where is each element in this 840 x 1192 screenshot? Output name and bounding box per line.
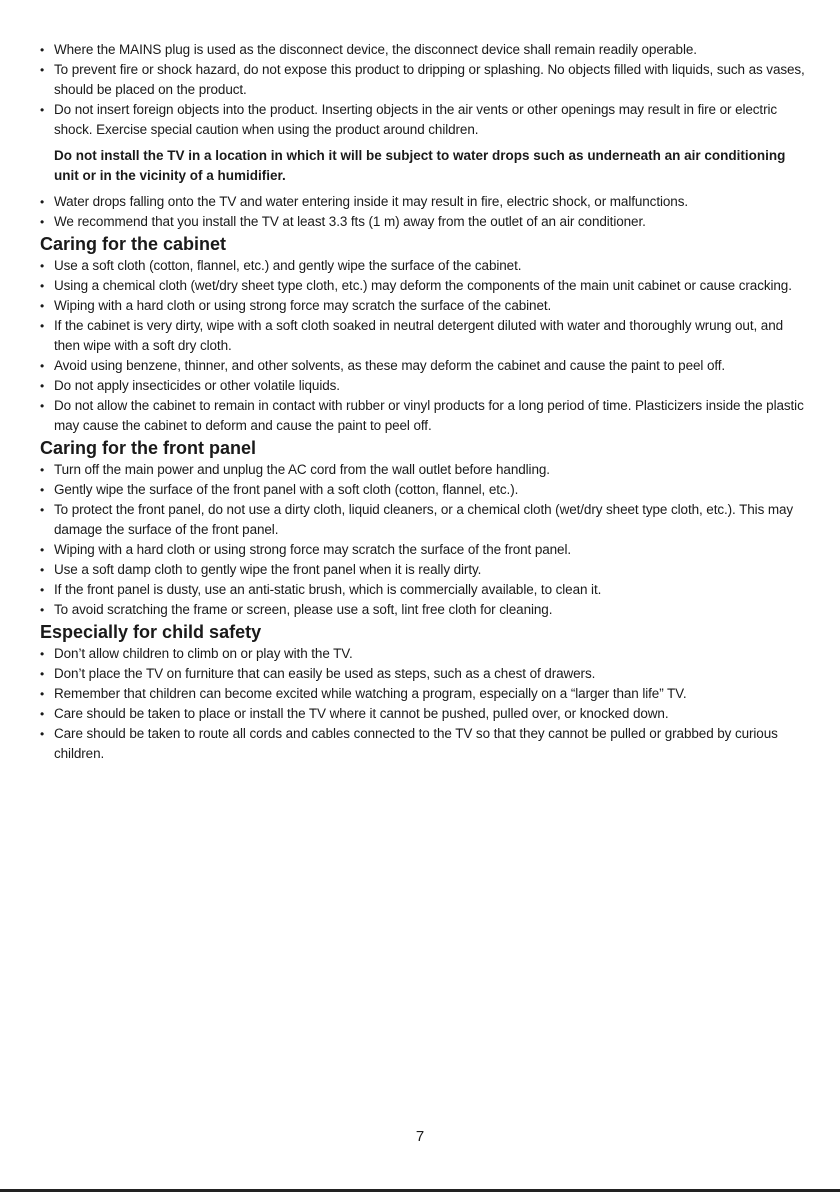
intro-bullet-list-a bbox=[40, 40, 810, 140]
list-item: • Don’t allow children to climb on or play with the TV. bbox=[40, 644, 810, 664]
page-number: 7 bbox=[415, 1128, 425, 1145]
front-panel-bullet-list bbox=[40, 460, 810, 620]
list-item: • Using a chemical cloth (wet/dry sheet type cloth, etc.) may deform the components of the main unit cabinet or cause cracking. bbox=[40, 276, 810, 296]
list-item: • To prevent fire or shock hazard, do not expose this product to dripping or splashing. No objects filled with liquids, such as vases, should be placed on the product. bbox=[40, 60, 810, 100]
list-item: • Avoid using benzene, thinner, and other solvents, as these may deform the cabinet and cause the paint to peel off. bbox=[40, 356, 810, 376]
list-item: • Care should be taken to route all cords and cables connected to the TV so that they cannot be pulled or grabbed by curious children. bbox=[40, 724, 810, 764]
list-item: • If the front panel is dusty, use an anti-static brush, which is commercially available, to clean it. bbox=[40, 580, 810, 600]
front-panel-section-heading: Caring for the front panel bbox=[40, 438, 256, 458]
list-item: • To protect the front panel, do not use a dirty cloth, liquid cleaners, or a chemical cloth (wet/dry sheet type cloth, etc.). This may damage the surface of the front panel. bbox=[40, 500, 810, 540]
list-item: • Do not insert foreign objects into the product. Inserting objects in the air vents or other openings may result in fire or electric shock. Exercise special caution when using the product around children. bbox=[40, 100, 810, 140]
list-item: • Do not apply insecticides or other volatile liquids. bbox=[40, 376, 810, 396]
list-item: • Care should be taken to place or install the TV where it cannot be pushed, pulled over, or knocked down. bbox=[40, 704, 810, 724]
child-safety-section-heading: Especially for child safety bbox=[40, 622, 262, 642]
list-item: • To avoid scratching the frame or screen, please use a soft, lint free cloth for cleaning. bbox=[40, 600, 810, 620]
list-item: • Where the MAINS plug is used as the disconnect device, the disconnect device shall remain readily operable. bbox=[40, 40, 810, 60]
list-item: • Use a soft damp cloth to gently wipe the front panel when it is really dirty. bbox=[40, 560, 810, 580]
list-item: • Water drops falling onto the TV and water entering inside it may result in fire, electric shock, or malfunctions. bbox=[40, 192, 810, 212]
cabinet-bullet-list bbox=[40, 256, 810, 436]
list-item: • If the cabinet is very dirty, wipe with a soft cloth soaked in neutral detergent diluted with water and thoroughly wrung out, and then wipe with a soft dry cloth. bbox=[40, 316, 810, 356]
list-item: • Turn off the main power and unplug the AC cord from the wall outlet before handling. bbox=[40, 460, 810, 480]
list-item: • Don’t place the TV on furniture that can easily be used as steps, such as a chest of drawers. bbox=[40, 664, 810, 684]
page-content bbox=[40, 40, 810, 764]
child-safety-bullet-list bbox=[40, 644, 810, 764]
cabinet-section-heading: Caring for the cabinet bbox=[40, 234, 227, 254]
list-item: • Do not allow the cabinet to remain in contact with rubber or vinyl products for a long period of time. Plasticizers inside the plastic may cause the cabinet to deform and cause the paint to peel off. bbox=[40, 396, 810, 436]
list-item: • We recommend that you install the TV at least 3.3 fts (1 m) away from the outlet of an air conditioner. bbox=[40, 212, 810, 232]
list-item: • Remember that children can become excited while watching a program, especially on a “larger than life” TV. bbox=[40, 684, 810, 704]
list-item: • Wiping with a hard cloth or using strong force may scratch the surface of the cabinet. bbox=[40, 296, 810, 316]
intro-bullet-list-b bbox=[40, 192, 810, 232]
list-item: • Wiping with a hard cloth or using strong force may scratch the surface of the front panel. bbox=[40, 540, 810, 560]
list-item: • Gently wipe the surface of the front panel with a soft cloth (cotton, flannel, etc.). bbox=[40, 480, 810, 500]
water-drop-warning: Do not install the TV in a location in which it will be subject to water drops such as underneath an air conditioning unit or in the vicinity of a humidifier. bbox=[54, 148, 786, 183]
list-item: • Use a soft cloth (cotton, flannel, etc.) and gently wipe the surface of the cabinet. bbox=[40, 256, 810, 276]
